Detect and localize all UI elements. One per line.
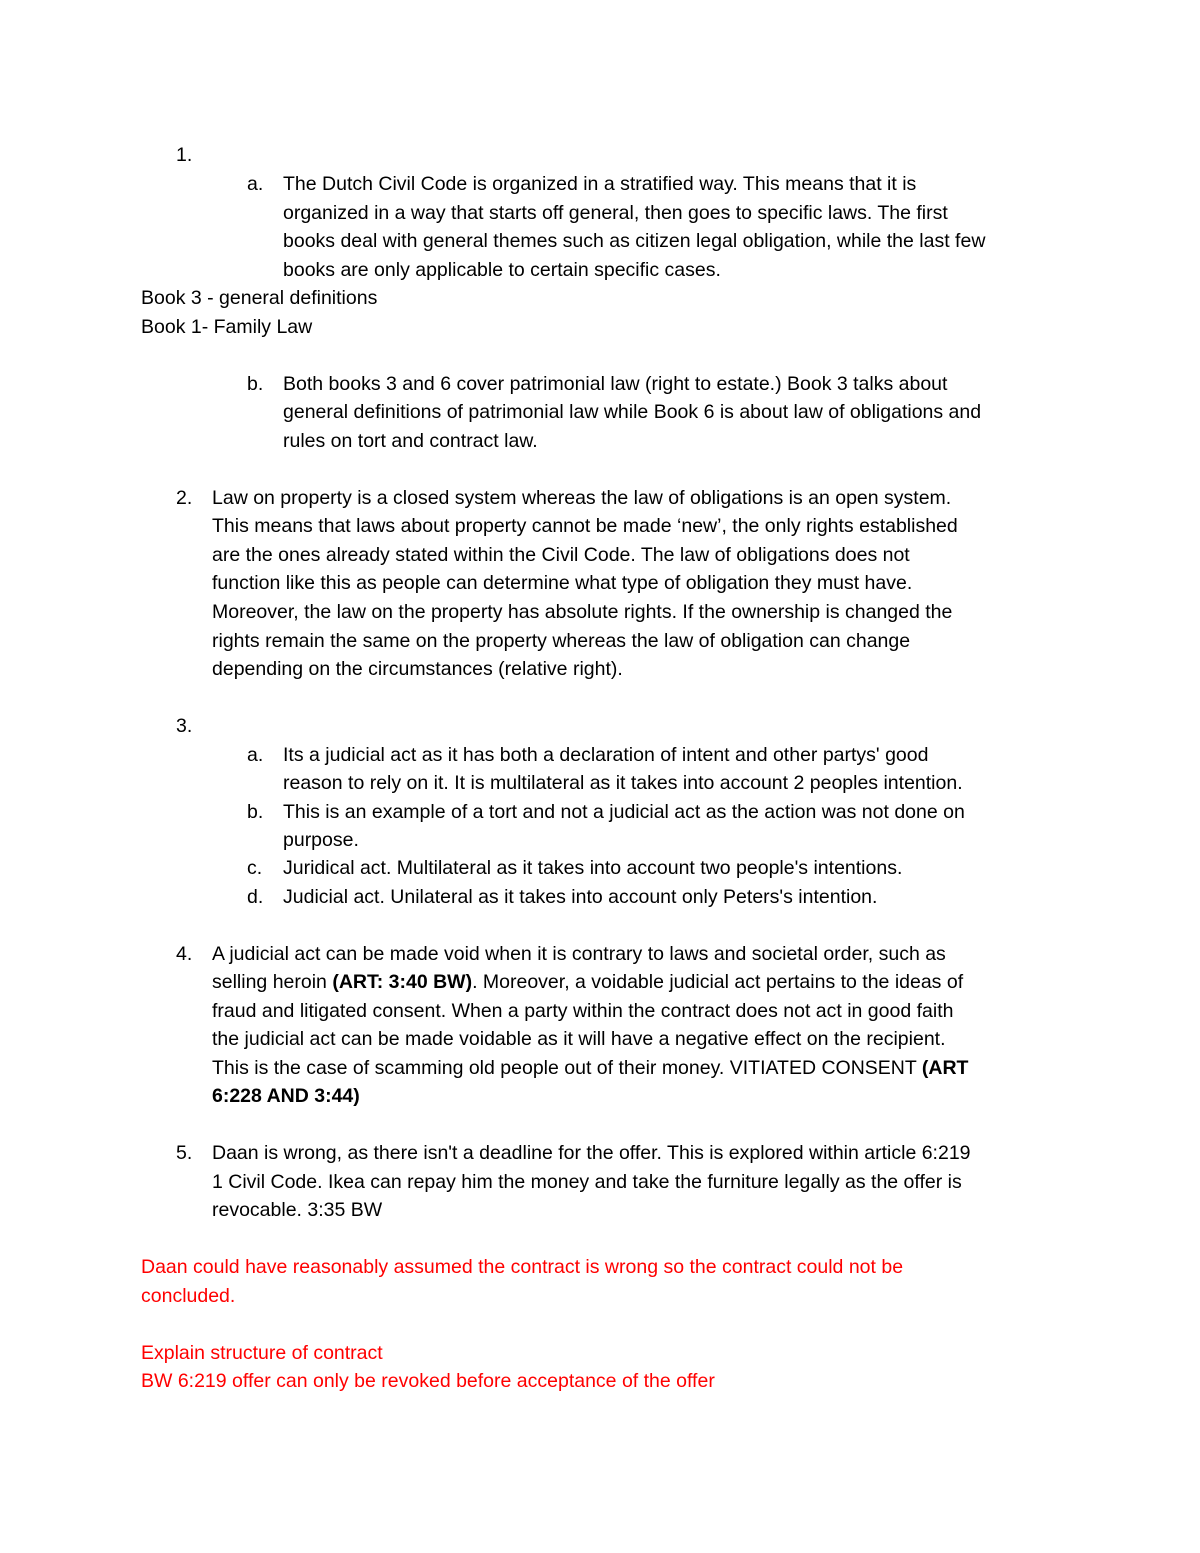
q4-article-ref: (ART [921, 1057, 969, 1079]
q3a-line: Its a judicial act as it has both a declaration of intent and other partys' good [283, 744, 929, 766]
q2-line: Moreover, the law on the property has absolute rights. If the ownership is changed the [212, 601, 953, 623]
feedback-line: BW 6:219 offer can only be revoked before acceptance of the offer [141, 1370, 715, 1392]
q4-text: . Moreover, a voidable judicial act pertains to the ideas of [472, 971, 964, 993]
q3a-marker: a. [247, 744, 264, 766]
q1a-line: The Dutch Civil Code is organized in a stratified way. This means that it is [283, 173, 917, 195]
q4-line [212, 1085, 360, 1108]
q1b-line: general definitions of patrimonial law while Book 6 is about law of obligations and [283, 401, 982, 423]
q2-line: function like this as people can determine what type of obligation they must have. [212, 572, 913, 594]
q3b-line: purpose. [283, 829, 359, 851]
q2-line: rights remain the same on the property whereas the law of obligation can change [212, 630, 911, 652]
q1-number: 1. [176, 144, 193, 166]
q3b-line: This is an example of a tort and not a judicial act as the action was not done on [283, 801, 965, 823]
q4-line [212, 1057, 968, 1080]
q3c-line: Juridical act. Multilateral as it takes into account two people's intentions. [283, 857, 903, 879]
q4-line: fraud and litigated consent. When a party within the contract does not act in good faith [212, 1000, 954, 1022]
q3-number: 3. [176, 715, 193, 737]
q4-line: the judicial act can be made voidable as it will have a negative effect on the recipient. [212, 1028, 946, 1050]
feedback-line: Daan could have reasonably assumed the contract is wrong so the contract could not be [141, 1256, 904, 1278]
q2-line: This means that laws about property cannot be made ‘new’, the only rights established [212, 515, 958, 537]
q1b-line: rules on tort and contract law. [283, 430, 538, 452]
q1a-marker: a. [247, 173, 264, 195]
q4-article-ref: (ART: 3:40 BW) [332, 971, 473, 993]
q4-text: selling heroin [212, 971, 333, 993]
q2-line: depending on the circumstances (relative right). [212, 658, 623, 680]
feedback-line: concluded. [141, 1285, 236, 1307]
q1a-line: organized in a way that starts off general, then goes to specific laws. The first [283, 202, 948, 224]
q2-number: 2. [176, 487, 193, 509]
q3b-marker: b. [247, 801, 264, 823]
q1b-marker: b. [247, 373, 264, 395]
q5-line: revocable. 3:35 BW [212, 1199, 383, 1221]
q2-line: are the ones already stated within the Civil Code. The law of obligations does not [212, 544, 910, 566]
q4-article-ref: 6:228 AND 3:44) [212, 1085, 360, 1107]
q3d-line: Judicial act. Unilateral as it takes into account only Peters's intention. [283, 886, 878, 908]
q5-line: 1 Civil Code. Ikea can repay him the money and take the furniture legally as the offer is [212, 1171, 962, 1193]
q1-note: Book 1- Family Law [141, 316, 313, 338]
q4-number: 4. [176, 943, 193, 965]
q1a-line: books deal with general themes such as citizen legal obligation, while the last few [283, 230, 986, 252]
q1a-line: books are only applicable to certain specific cases. [283, 259, 721, 281]
feedback-line: Explain structure of contract [141, 1342, 383, 1364]
q1-note: Book 3 - general definitions [141, 287, 378, 309]
q5-number: 5. [176, 1142, 193, 1164]
q4-text: This is the case of scamming old people out of their money. VITIATED CONSENT [212, 1057, 922, 1079]
q4-line: A judicial act can be made void when it is contrary to laws and societal order, such as [212, 943, 946, 965]
q4-line [212, 971, 963, 994]
q2-line: Law on property is a closed system whereas the law of obligations is an open system. [212, 487, 952, 509]
q3c-marker: c. [247, 857, 263, 879]
q1b-line: Both books 3 and 6 cover patrimonial law (right to estate.) Book 3 talks about [283, 373, 948, 395]
q3d-marker: d. [247, 886, 264, 908]
q5-line: Daan is wrong, as there isn't a deadline for the offer. This is explored within article 6:219 [212, 1142, 971, 1164]
q3a-line: reason to rely on it. It is multilateral as it takes into account 2 peoples intention. [283, 772, 963, 794]
